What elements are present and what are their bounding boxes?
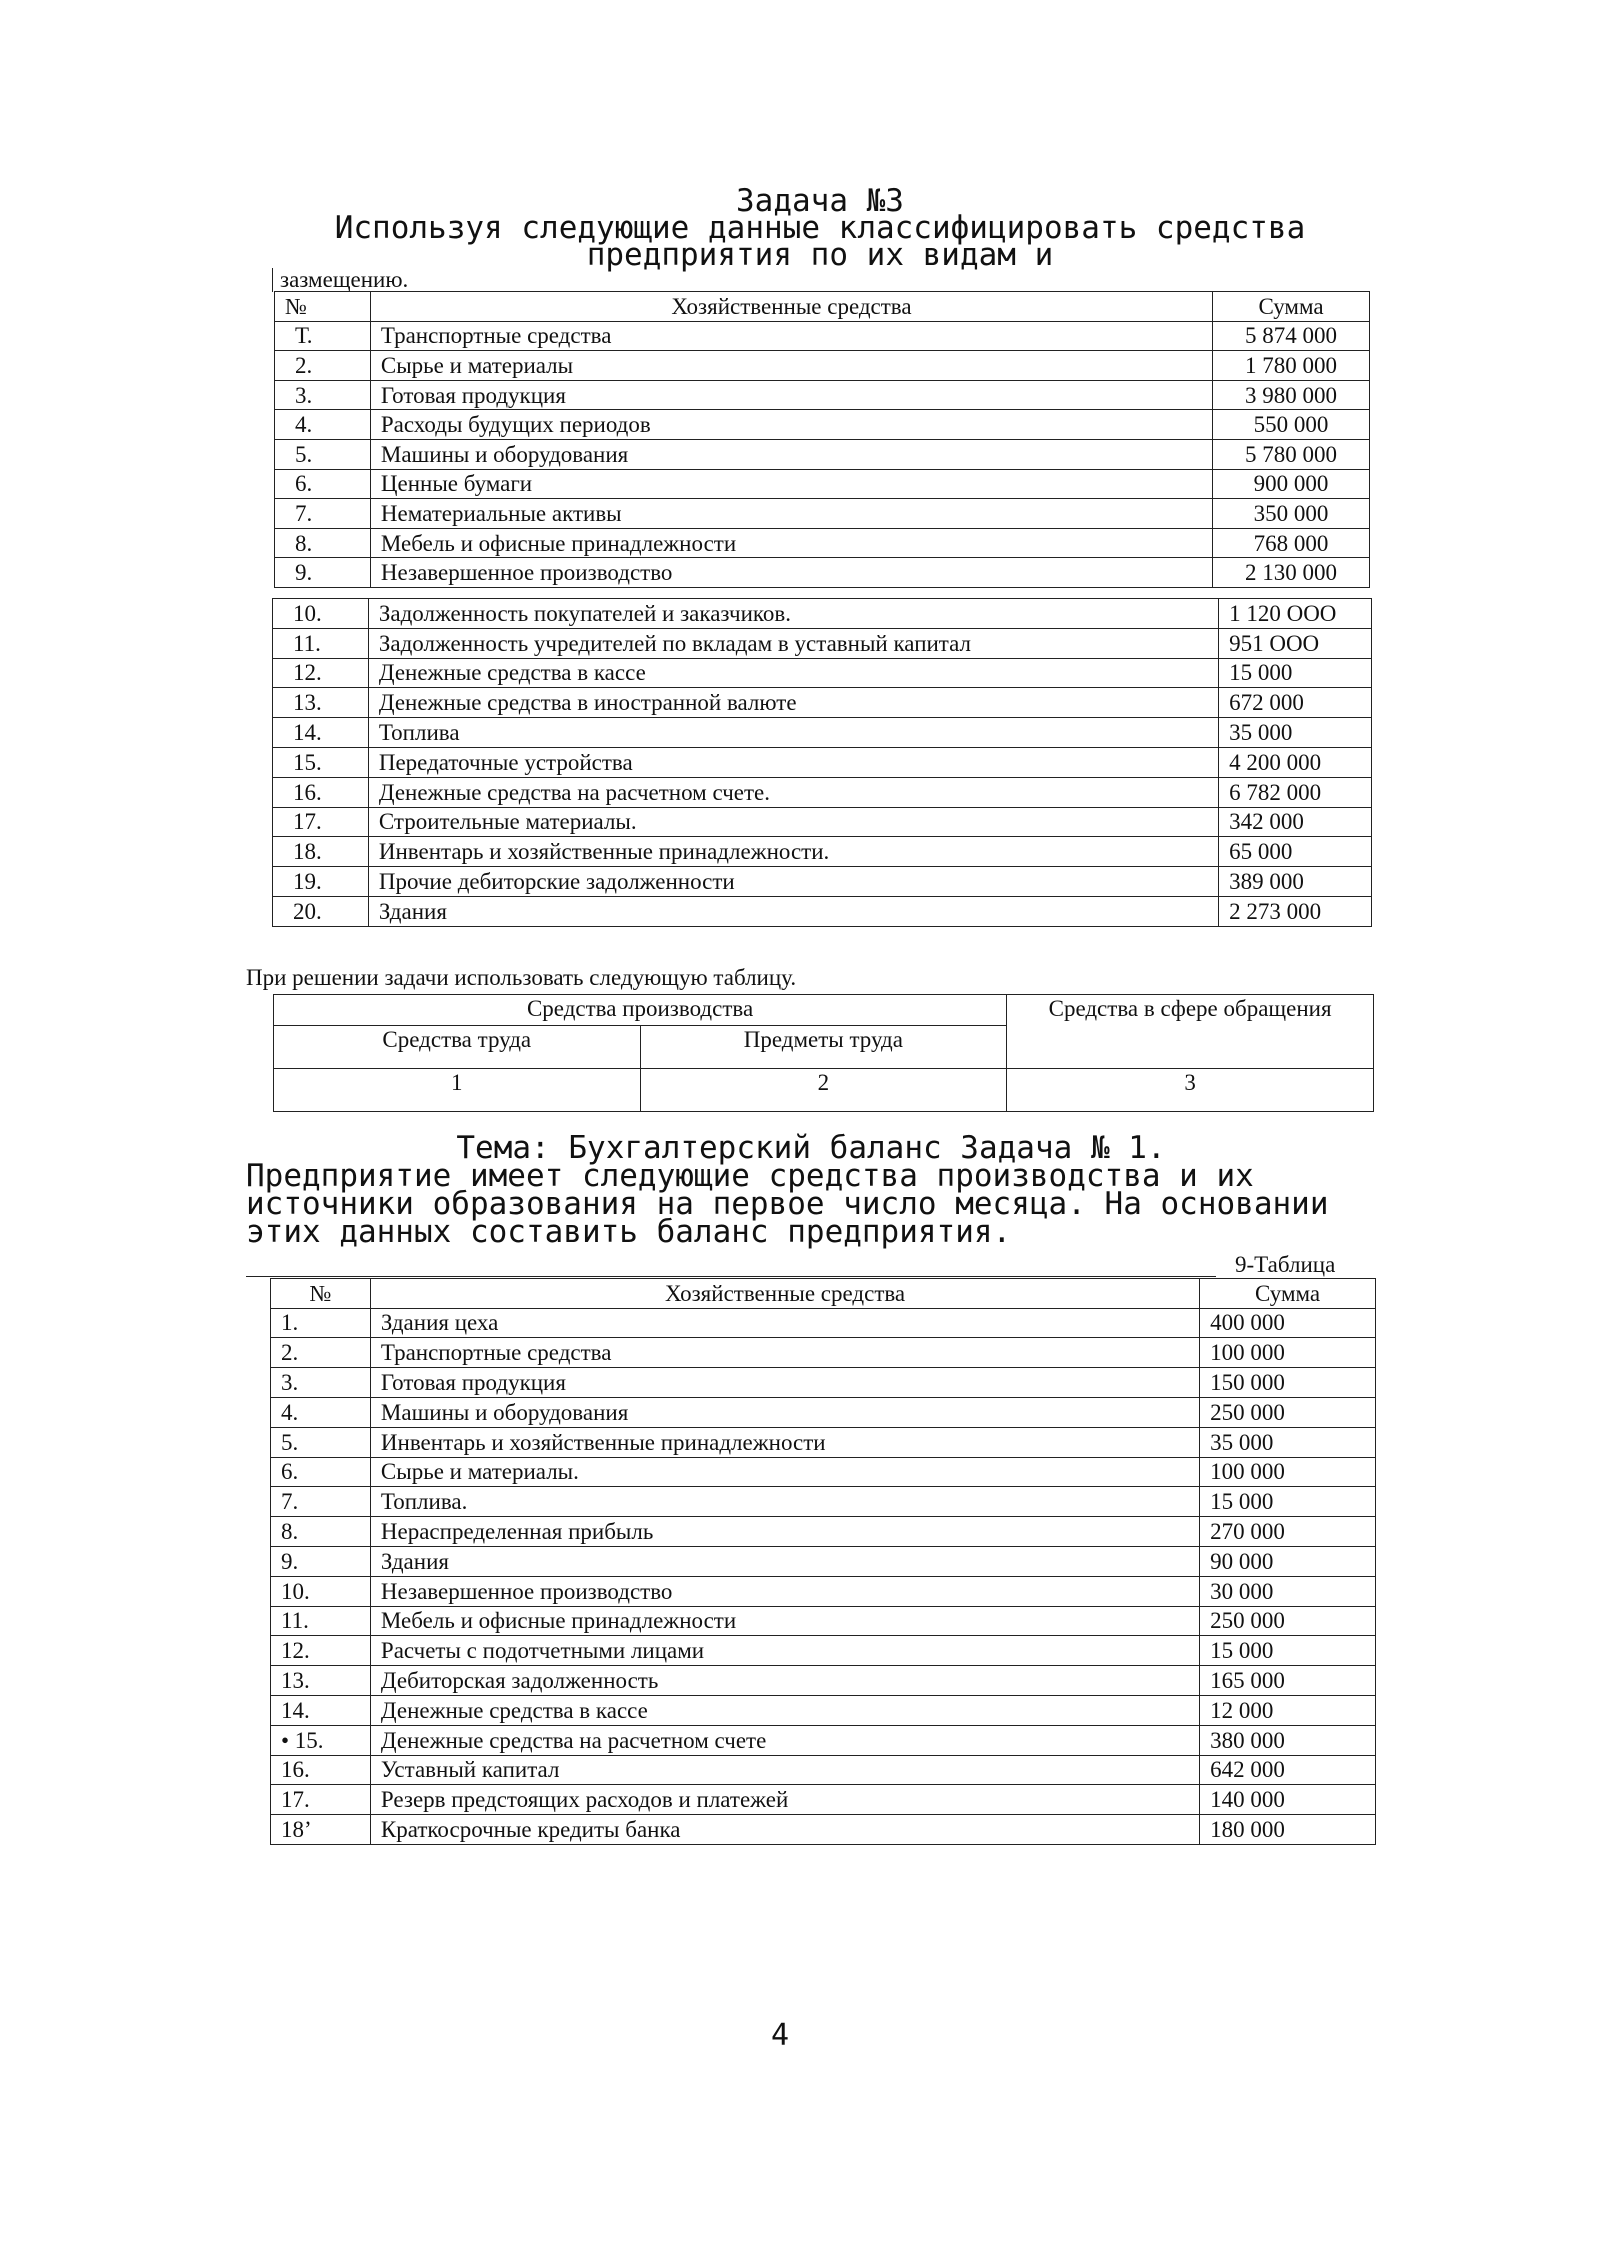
row-sum: 250 000	[1200, 1606, 1376, 1636]
task3-table-a	[274, 291, 1370, 588]
row-number: 18’	[271, 1815, 371, 1845]
row-name: Мебель и офисные принадлежности	[370, 1606, 1199, 1636]
col-sum-header: Сумма	[1213, 292, 1370, 322]
margin-line	[272, 268, 273, 292]
task1-table	[270, 1278, 1376, 1845]
row-sum: 65 000	[1219, 837, 1372, 867]
row-sum: 5 874 000	[1213, 321, 1370, 351]
row-number: Т.	[275, 321, 371, 351]
table-row	[275, 410, 1370, 440]
row-name: Прочие дебиторские задолженности	[368, 867, 1218, 897]
page-number: 4	[770, 2018, 790, 2053]
row-name: Здания	[370, 1546, 1199, 1576]
table-row	[273, 747, 1372, 777]
row-name: Здания цеха	[370, 1308, 1199, 1338]
row-name: Инвентарь и хозяйственные принадлежности.	[368, 837, 1218, 867]
row-name: Задолженность учредителей по вкладам в уставный капитал	[368, 628, 1218, 658]
row-number: 14.	[271, 1695, 371, 1725]
table-row	[271, 1725, 1376, 1755]
table-row	[271, 1576, 1376, 1606]
row-number: 20.	[273, 896, 369, 926]
row-number: 16.	[271, 1755, 371, 1785]
row-sum: 180 000	[1200, 1815, 1376, 1845]
table-row	[275, 380, 1370, 410]
row-name: Денежные средства на расчетном счете.	[368, 777, 1218, 807]
row-name: Денежные средства на расчетном счете	[370, 1725, 1199, 1755]
row-sum: 165 000	[1200, 1666, 1376, 1696]
row-sum: 90 000	[1200, 1546, 1376, 1576]
row-sum: 100 000	[1200, 1338, 1376, 1368]
row-name: Инвентарь и хозяйственные принадлежности	[370, 1427, 1199, 1457]
table-row	[273, 718, 1372, 748]
table-header-row	[275, 292, 1370, 322]
table-row	[271, 1636, 1376, 1666]
col-num-header: №	[275, 292, 371, 322]
row-name: Транспортные средства	[370, 321, 1212, 351]
row-number: 12.	[273, 658, 369, 688]
row-number: 5.	[271, 1427, 371, 1457]
row-sum: 951 ООО	[1219, 628, 1372, 658]
row-sum: 400 000	[1200, 1308, 1376, 1338]
table-row	[271, 1785, 1376, 1815]
row-name: Топлива	[368, 718, 1218, 748]
row-sum: 342 000	[1219, 807, 1372, 837]
row-sum: 4 200 000	[1219, 747, 1372, 777]
row-number: 2.	[275, 351, 371, 381]
task1-line2: источники образования на первое число месяца. На основании	[246, 1186, 1329, 1222]
row-sum: 270 000	[1200, 1517, 1376, 1547]
row-number: 16.	[273, 777, 369, 807]
row-sum: 389 000	[1219, 867, 1372, 897]
table-label: 9-Таблица	[1235, 1252, 1336, 1277]
row-number: 11.	[273, 628, 369, 658]
row-name: Уставный капитал	[370, 1755, 1199, 1785]
row-number: 2.	[271, 1338, 371, 1368]
table-row	[275, 558, 1370, 588]
row-number: 10.	[273, 599, 369, 629]
table-row	[275, 439, 1370, 469]
row-name: Нематериальные активы	[370, 499, 1212, 529]
task3-line3: зазмещению.	[280, 267, 409, 292]
table-row	[275, 351, 1370, 381]
table-row	[271, 1338, 1376, 1368]
task1-line3: этих данных составить баланс предприятия.	[246, 1214, 1012, 1250]
row-sum: 35 000	[1200, 1427, 1376, 1457]
table-row	[273, 628, 1372, 658]
row-number: 11.	[271, 1606, 371, 1636]
row-sum: 350 000	[1213, 499, 1370, 529]
table-row	[275, 528, 1370, 558]
row-sum: 672 000	[1219, 688, 1372, 718]
table-row	[271, 1427, 1376, 1457]
row-name: Топлива.	[370, 1487, 1199, 1517]
row-number: 13.	[273, 688, 369, 718]
table-row	[271, 1308, 1376, 1338]
row-number: 4.	[271, 1397, 371, 1427]
task1-line1: Предприятие имеет следующие средства производства и их	[246, 1158, 1254, 1194]
table-row	[271, 1606, 1376, 1636]
row-sum: 140 000	[1200, 1785, 1376, 1815]
col-name-header: Хозяйственные средства	[370, 292, 1212, 322]
circulation-cell: Средства в сфере обращения	[1007, 995, 1374, 1069]
task3-table-b	[272, 598, 1372, 927]
row-number: 8.	[275, 528, 371, 558]
row-number: 18.	[273, 837, 369, 867]
row-name: Транспортные средства	[370, 1338, 1199, 1368]
row-name: Денежные средства в иностранной валюте	[368, 688, 1218, 718]
production-means-cell: Средства производства	[274, 995, 1007, 1026]
row-name: Сырье и материалы.	[370, 1457, 1199, 1487]
table-row	[271, 1695, 1376, 1725]
row-sum: 642 000	[1200, 1755, 1376, 1785]
labor-objects-cell: Предметы труда	[640, 1026, 1007, 1069]
table-row	[273, 807, 1372, 837]
row-sum: 3 980 000	[1213, 380, 1370, 410]
col-sum-header: Сумма	[1200, 1279, 1376, 1309]
row-sum: 12 000	[1200, 1695, 1376, 1725]
table-row	[273, 658, 1372, 688]
row-name: Машины и оборудования	[370, 439, 1212, 469]
row-sum: 250 000	[1200, 1397, 1376, 1427]
row-number: 10.	[271, 1576, 371, 1606]
row-number: 7.	[271, 1487, 371, 1517]
row-sum: 15 000	[1219, 658, 1372, 688]
row-name: Денежные средства в кассе	[370, 1695, 1199, 1725]
task3-hint: При решении задачи использовать следующую таблицу.	[246, 965, 797, 990]
table-row	[275, 499, 1370, 529]
rule-line	[246, 1276, 1216, 1277]
task3-line2: предприятия по их видам и	[586, 237, 1054, 273]
row-name: Резерв предстоящих расходов и платежей	[370, 1785, 1199, 1815]
row-sum: 550 000	[1213, 410, 1370, 440]
row-number: 1.	[271, 1308, 371, 1338]
table-row	[273, 777, 1372, 807]
row-sum: 15 000	[1200, 1487, 1376, 1517]
task3-line1: Используя следующие данные классифицировать средства	[334, 210, 1306, 246]
row-name: Машины и оборудования	[370, 1397, 1199, 1427]
row-name: Готовая продукция	[370, 1368, 1199, 1398]
row-number: 12.	[271, 1636, 371, 1666]
table-header-row	[271, 1279, 1376, 1309]
row-number: 8.	[271, 1517, 371, 1547]
row-name: Нераспределенная прибыль	[370, 1517, 1199, 1547]
table-row	[271, 1457, 1376, 1487]
row-name: Мебель и офисные принадлежности	[370, 528, 1212, 558]
table-row	[273, 837, 1372, 867]
table-row	[271, 1815, 1376, 1845]
table-row	[271, 1487, 1376, 1517]
row-name: Незавершенное производство	[370, 1576, 1199, 1606]
row-name: Задолженность покупателей и заказчиков.	[368, 599, 1218, 629]
classification-table	[273, 994, 1374, 1112]
col-number-3: 3	[1007, 1069, 1374, 1112]
row-number: 4.	[275, 410, 371, 440]
row-number: 15.	[273, 747, 369, 777]
row-sum: 1 780 000	[1213, 351, 1370, 381]
table-row	[273, 599, 1372, 629]
row-sum: 380 000	[1200, 1725, 1376, 1755]
row-sum: 150 000	[1200, 1368, 1376, 1398]
task1-title: Тема: Бухгалтерский баланс Задача № 1.	[456, 1130, 1166, 1166]
labor-means-cell: Средства труда	[274, 1026, 641, 1069]
table-row	[271, 1397, 1376, 1427]
col-number-2: 2	[640, 1069, 1007, 1112]
col-num-header: №	[271, 1279, 371, 1309]
row-name: Ценные бумаги	[370, 469, 1212, 499]
col-name-header: Хозяйственные средства	[370, 1279, 1199, 1309]
row-number: 3.	[271, 1368, 371, 1398]
task3-title: Задача №3	[736, 183, 904, 219]
row-sum: 2 130 000	[1213, 558, 1370, 588]
table-row	[273, 688, 1372, 718]
row-name: Строительные материалы.	[368, 807, 1218, 837]
row-sum: 2 273 000	[1219, 896, 1372, 926]
row-number: 3.	[275, 380, 371, 410]
row-number: • 15.	[271, 1725, 371, 1755]
row-sum: 30 000	[1200, 1576, 1376, 1606]
row-number: 13.	[271, 1666, 371, 1696]
row-number: 7.	[275, 499, 371, 529]
table-row	[271, 1666, 1376, 1696]
row-number: 9.	[275, 558, 371, 588]
row-number: 19.	[273, 867, 369, 897]
row-name: Расходы будущих периодов	[370, 410, 1212, 440]
row-number: 17.	[271, 1785, 371, 1815]
row-number: 6.	[275, 469, 371, 499]
col-number-1: 1	[274, 1069, 641, 1112]
row-name: Сырье и материалы	[370, 351, 1212, 381]
row-sum: 35 000	[1219, 718, 1372, 748]
table-row	[273, 867, 1372, 897]
row-sum: 5 780 000	[1213, 439, 1370, 469]
table-row	[271, 1755, 1376, 1785]
table-row	[271, 1517, 1376, 1547]
row-name: Дебиторская задолженность	[370, 1666, 1199, 1696]
row-name: Расчеты с подотчетными лицами	[370, 1636, 1199, 1666]
row-name: Передаточные устройства	[368, 747, 1218, 777]
row-number: 9.	[271, 1546, 371, 1576]
table-row	[271, 1368, 1376, 1398]
row-number: 17.	[273, 807, 369, 837]
row-number: 6.	[271, 1457, 371, 1487]
table-row	[275, 469, 1370, 499]
row-sum: 768 000	[1213, 528, 1370, 558]
row-sum: 900 000	[1213, 469, 1370, 499]
row-name: Здания	[368, 896, 1218, 926]
row-sum: 6 782 000	[1219, 777, 1372, 807]
row-sum: 100 000	[1200, 1457, 1376, 1487]
row-number: 14.	[273, 718, 369, 748]
row-sum: 15 000	[1200, 1636, 1376, 1666]
row-name: Готовая продукция	[370, 380, 1212, 410]
table-row	[271, 1546, 1376, 1576]
table-row	[273, 896, 1372, 926]
row-sum: 1 120 ООО	[1219, 599, 1372, 629]
row-number: 5.	[275, 439, 371, 469]
row-name: Денежные средства в кассе	[368, 658, 1218, 688]
row-name: Краткосрочные кредиты банка	[370, 1815, 1199, 1845]
row-name: Незавершенное производство	[370, 558, 1212, 588]
table-row	[275, 321, 1370, 351]
